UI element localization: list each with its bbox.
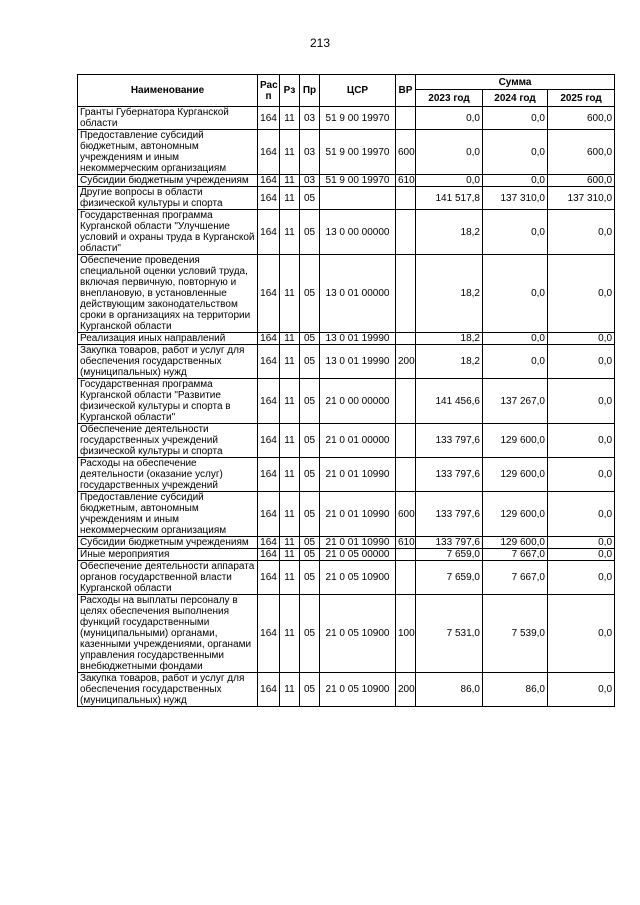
cell-rz: 11 (280, 424, 300, 458)
header-sum: Сумма (416, 75, 615, 90)
cell-csr: 13 0 01 19990 (320, 345, 396, 379)
header-2025: 2025 год (548, 90, 615, 107)
cell-csr: 21 0 01 10990 (320, 492, 396, 537)
cell-vr (396, 333, 416, 345)
cell-csr: 21 0 05 10900 (320, 561, 396, 595)
cell-2023: 7 531,0 (416, 595, 483, 673)
cell-2025: 0,0 (548, 333, 615, 345)
cell-name: Реализация иных направлений (78, 333, 258, 345)
cell-pr: 05 (300, 549, 320, 561)
cell-2025: 600,0 (548, 130, 615, 175)
cell-rz: 11 (280, 333, 300, 345)
header-rz: Рз (280, 75, 300, 107)
cell-2023: 0,0 (416, 175, 483, 187)
header-2023: 2023 год (416, 90, 483, 107)
cell-name: Субсидии бюджетным учреждениям (78, 175, 258, 187)
header-name: Наименование (78, 75, 258, 107)
cell-vr: 610 (396, 175, 416, 187)
cell-pr: 05 (300, 561, 320, 595)
cell-2023: 141 456,6 (416, 379, 483, 424)
cell-csr: 21 0 05 10900 (320, 595, 396, 673)
cell-2023: 18,2 (416, 255, 483, 333)
cell-name: Предоставление субсидий бюджетным, автономным учреждениям и иным некоммерческим организациям (78, 492, 258, 537)
cell-2025: 600,0 (548, 107, 615, 130)
cell-csr: 13 0 01 00000 (320, 255, 396, 333)
table-row (78, 549, 615, 561)
cell-2024: 7 667,0 (483, 561, 548, 595)
cell-ras: 164 (258, 561, 280, 595)
cell-vr (396, 458, 416, 492)
cell-2023: 0,0 (416, 107, 483, 130)
cell-pr: 03 (300, 130, 320, 175)
cell-name: Государственная программа Курганской области "Развитие физической культуры и спорта в Курганской области" (78, 379, 258, 424)
cell-vr: 600 (396, 492, 416, 537)
cell-vr (396, 561, 416, 595)
cell-rz: 11 (280, 345, 300, 379)
cell-name: Субсидии бюджетным учреждениям (78, 537, 258, 549)
cell-csr: 21 0 00 00000 (320, 379, 396, 424)
header-ras: Рас п (258, 75, 280, 107)
table-row (78, 107, 615, 130)
cell-name: Расходы на выплаты персоналу в целях обеспечения выполнения функций государственными (муниципальными) органами, казенными учреждениями, органами управления государственными внебюджетными фондами (78, 595, 258, 673)
cell-2023: 18,2 (416, 333, 483, 345)
cell-2024: 0,0 (483, 107, 548, 130)
header-csr: ЦСР (320, 75, 396, 107)
cell-pr: 05 (300, 210, 320, 255)
cell-rz: 11 (280, 255, 300, 333)
cell-2025: 0,0 (548, 458, 615, 492)
cell-2025: 0,0 (548, 345, 615, 379)
header-2024: 2024 год (483, 90, 548, 107)
cell-rz: 11 (280, 379, 300, 424)
cell-2025: 0,0 (548, 595, 615, 673)
cell-2023: 133 797,6 (416, 458, 483, 492)
cell-vr: 200 (396, 673, 416, 707)
cell-csr: 51 9 00 19970 (320, 107, 396, 130)
cell-pr: 03 (300, 107, 320, 130)
cell-2025: 0,0 (548, 424, 615, 458)
cell-rz: 11 (280, 549, 300, 561)
cell-2024: 129 600,0 (483, 458, 548, 492)
table-row (78, 458, 615, 492)
table-row (78, 537, 615, 549)
cell-pr: 05 (300, 673, 320, 707)
cell-vr (396, 379, 416, 424)
cell-vr (396, 210, 416, 255)
cell-2024: 0,0 (483, 345, 548, 379)
cell-vr: 200 (396, 345, 416, 379)
cell-ras: 164 (258, 210, 280, 255)
cell-2024: 129 600,0 (483, 537, 548, 549)
cell-ras: 164 (258, 673, 280, 707)
cell-ras: 164 (258, 492, 280, 537)
cell-2024: 129 600,0 (483, 424, 548, 458)
table-row (78, 187, 615, 210)
cell-ras: 164 (258, 107, 280, 130)
budget-table (77, 74, 615, 707)
cell-ras: 164 (258, 345, 280, 379)
cell-2023: 7 659,0 (416, 549, 483, 561)
cell-name: Закупка товаров, работ и услуг для обеспечения государственных (муниципальных) нужд (78, 673, 258, 707)
cell-2025: 0,0 (548, 210, 615, 255)
cell-rz: 11 (280, 175, 300, 187)
cell-ras: 164 (258, 130, 280, 175)
cell-ras: 164 (258, 379, 280, 424)
cell-2025: 0,0 (548, 673, 615, 707)
table-row (78, 595, 615, 673)
table-row (78, 210, 615, 255)
cell-vr (396, 107, 416, 130)
cell-pr: 05 (300, 255, 320, 333)
cell-name: Иные мероприятия (78, 549, 258, 561)
cell-ras: 164 (258, 537, 280, 549)
cell-rz: 11 (280, 673, 300, 707)
cell-pr: 05 (300, 492, 320, 537)
cell-2024: 7 667,0 (483, 549, 548, 561)
cell-2025: 600,0 (548, 175, 615, 187)
cell-2025: 0,0 (548, 255, 615, 333)
cell-2025: 0,0 (548, 549, 615, 561)
cell-2024: 0,0 (483, 210, 548, 255)
cell-2023: 7 659,0 (416, 561, 483, 595)
cell-ras: 164 (258, 549, 280, 561)
cell-name: Другие вопросы в области физической культуры и спорта (78, 187, 258, 210)
cell-2024: 0,0 (483, 255, 548, 333)
cell-2024: 129 600,0 (483, 492, 548, 537)
cell-pr: 05 (300, 187, 320, 210)
cell-rz: 11 (280, 537, 300, 549)
table-row (78, 492, 615, 537)
cell-csr: 21 0 05 10900 (320, 673, 396, 707)
cell-ras: 164 (258, 595, 280, 673)
cell-vr (396, 424, 416, 458)
cell-2023: 86,0 (416, 673, 483, 707)
cell-2025: 0,0 (548, 492, 615, 537)
cell-2025: 0,0 (548, 379, 615, 424)
table-row (78, 673, 615, 707)
cell-csr: 51 9 00 19970 (320, 175, 396, 187)
header-pr: Пр (300, 75, 320, 107)
cell-csr: 21 0 05 00000 (320, 549, 396, 561)
cell-rz: 11 (280, 561, 300, 595)
table-body (78, 107, 615, 707)
cell-csr: 21 0 01 00000 (320, 424, 396, 458)
cell-rz: 11 (280, 130, 300, 175)
cell-pr: 05 (300, 424, 320, 458)
cell-2023: 133 797,6 (416, 537, 483, 549)
cell-name: Гранты Губернатора Курганской области (78, 107, 258, 130)
cell-2023: 133 797,6 (416, 424, 483, 458)
cell-name: Обеспечение проведения специальной оценки условий труда, включая первичную, повторную и внеплановую, в установленные действующим законодательством сроки в организациях на территории Курганской области (78, 255, 258, 333)
table-row (78, 175, 615, 187)
cell-csr: 21 0 01 10990 (320, 537, 396, 549)
cell-pr: 05 (300, 458, 320, 492)
cell-pr: 05 (300, 345, 320, 379)
cell-2025: 0,0 (548, 561, 615, 595)
table-row (78, 379, 615, 424)
cell-name: Обеспечение деятельности аппарата органов государственной власти Курганской области (78, 561, 258, 595)
table-row (78, 561, 615, 595)
table-row (78, 130, 615, 175)
cell-pr: 05 (300, 379, 320, 424)
cell-rz: 11 (280, 595, 300, 673)
cell-pr: 05 (300, 333, 320, 345)
cell-csr: 21 0 01 10990 (320, 458, 396, 492)
table-row (78, 333, 615, 345)
cell-2024: 86,0 (483, 673, 548, 707)
cell-2024: 137 310,0 (483, 187, 548, 210)
cell-ras: 164 (258, 458, 280, 492)
cell-pr: 05 (300, 537, 320, 549)
cell-2024: 0,0 (483, 130, 548, 175)
cell-2024: 137 267,0 (483, 379, 548, 424)
cell-2024: 0,0 (483, 175, 548, 187)
cell-name: Закупка товаров, работ и услуг для обеспечения государственных (муниципальных) нужд (78, 345, 258, 379)
cell-rz: 11 (280, 187, 300, 210)
cell-vr (396, 187, 416, 210)
cell-ras: 164 (258, 175, 280, 187)
cell-vr: 610 (396, 537, 416, 549)
cell-pr: 03 (300, 175, 320, 187)
cell-ras: 164 (258, 255, 280, 333)
cell-ras: 164 (258, 187, 280, 210)
cell-name: Расходы на обеспечение деятельности (оказание услуг) государственных учреждений (78, 458, 258, 492)
cell-ras: 164 (258, 333, 280, 345)
cell-csr: 13 0 00 00000 (320, 210, 396, 255)
cell-2024: 0,0 (483, 333, 548, 345)
cell-2024: 7 539,0 (483, 595, 548, 673)
cell-rz: 11 (280, 492, 300, 537)
cell-vr (396, 255, 416, 333)
cell-2025: 0,0 (548, 537, 615, 549)
cell-name: Обеспечение деятельности государственных учреждений физической культуры и спорта (78, 424, 258, 458)
cell-csr: 51 9 00 19970 (320, 130, 396, 175)
cell-2023: 18,2 (416, 210, 483, 255)
table-row (78, 424, 615, 458)
cell-2025: 137 310,0 (548, 187, 615, 210)
cell-vr: 100 (396, 595, 416, 673)
cell-name: Государственная программа Курганской области "Улучшение условий и охраны труда в Курганской области" (78, 210, 258, 255)
cell-2023: 0,0 (416, 130, 483, 175)
table-row (78, 345, 615, 379)
cell-ras: 164 (258, 424, 280, 458)
header-vr: ВР (396, 75, 416, 107)
page-number: 213 (309, 36, 331, 50)
cell-vr: 600 (396, 130, 416, 175)
cell-rz: 11 (280, 458, 300, 492)
cell-2023: 18,2 (416, 345, 483, 379)
cell-2023: 141 517,8 (416, 187, 483, 210)
cell-vr (396, 549, 416, 561)
cell-csr (320, 187, 396, 210)
cell-rz: 11 (280, 210, 300, 255)
cell-rz: 11 (280, 107, 300, 130)
cell-2023: 133 797,6 (416, 492, 483, 537)
cell-csr: 13 0 01 19990 (320, 333, 396, 345)
table-row (78, 255, 615, 333)
cell-pr: 05 (300, 595, 320, 673)
cell-name: Предоставление субсидий бюджетным, автономным учреждениям и иным некоммерческим организациям (78, 130, 258, 175)
